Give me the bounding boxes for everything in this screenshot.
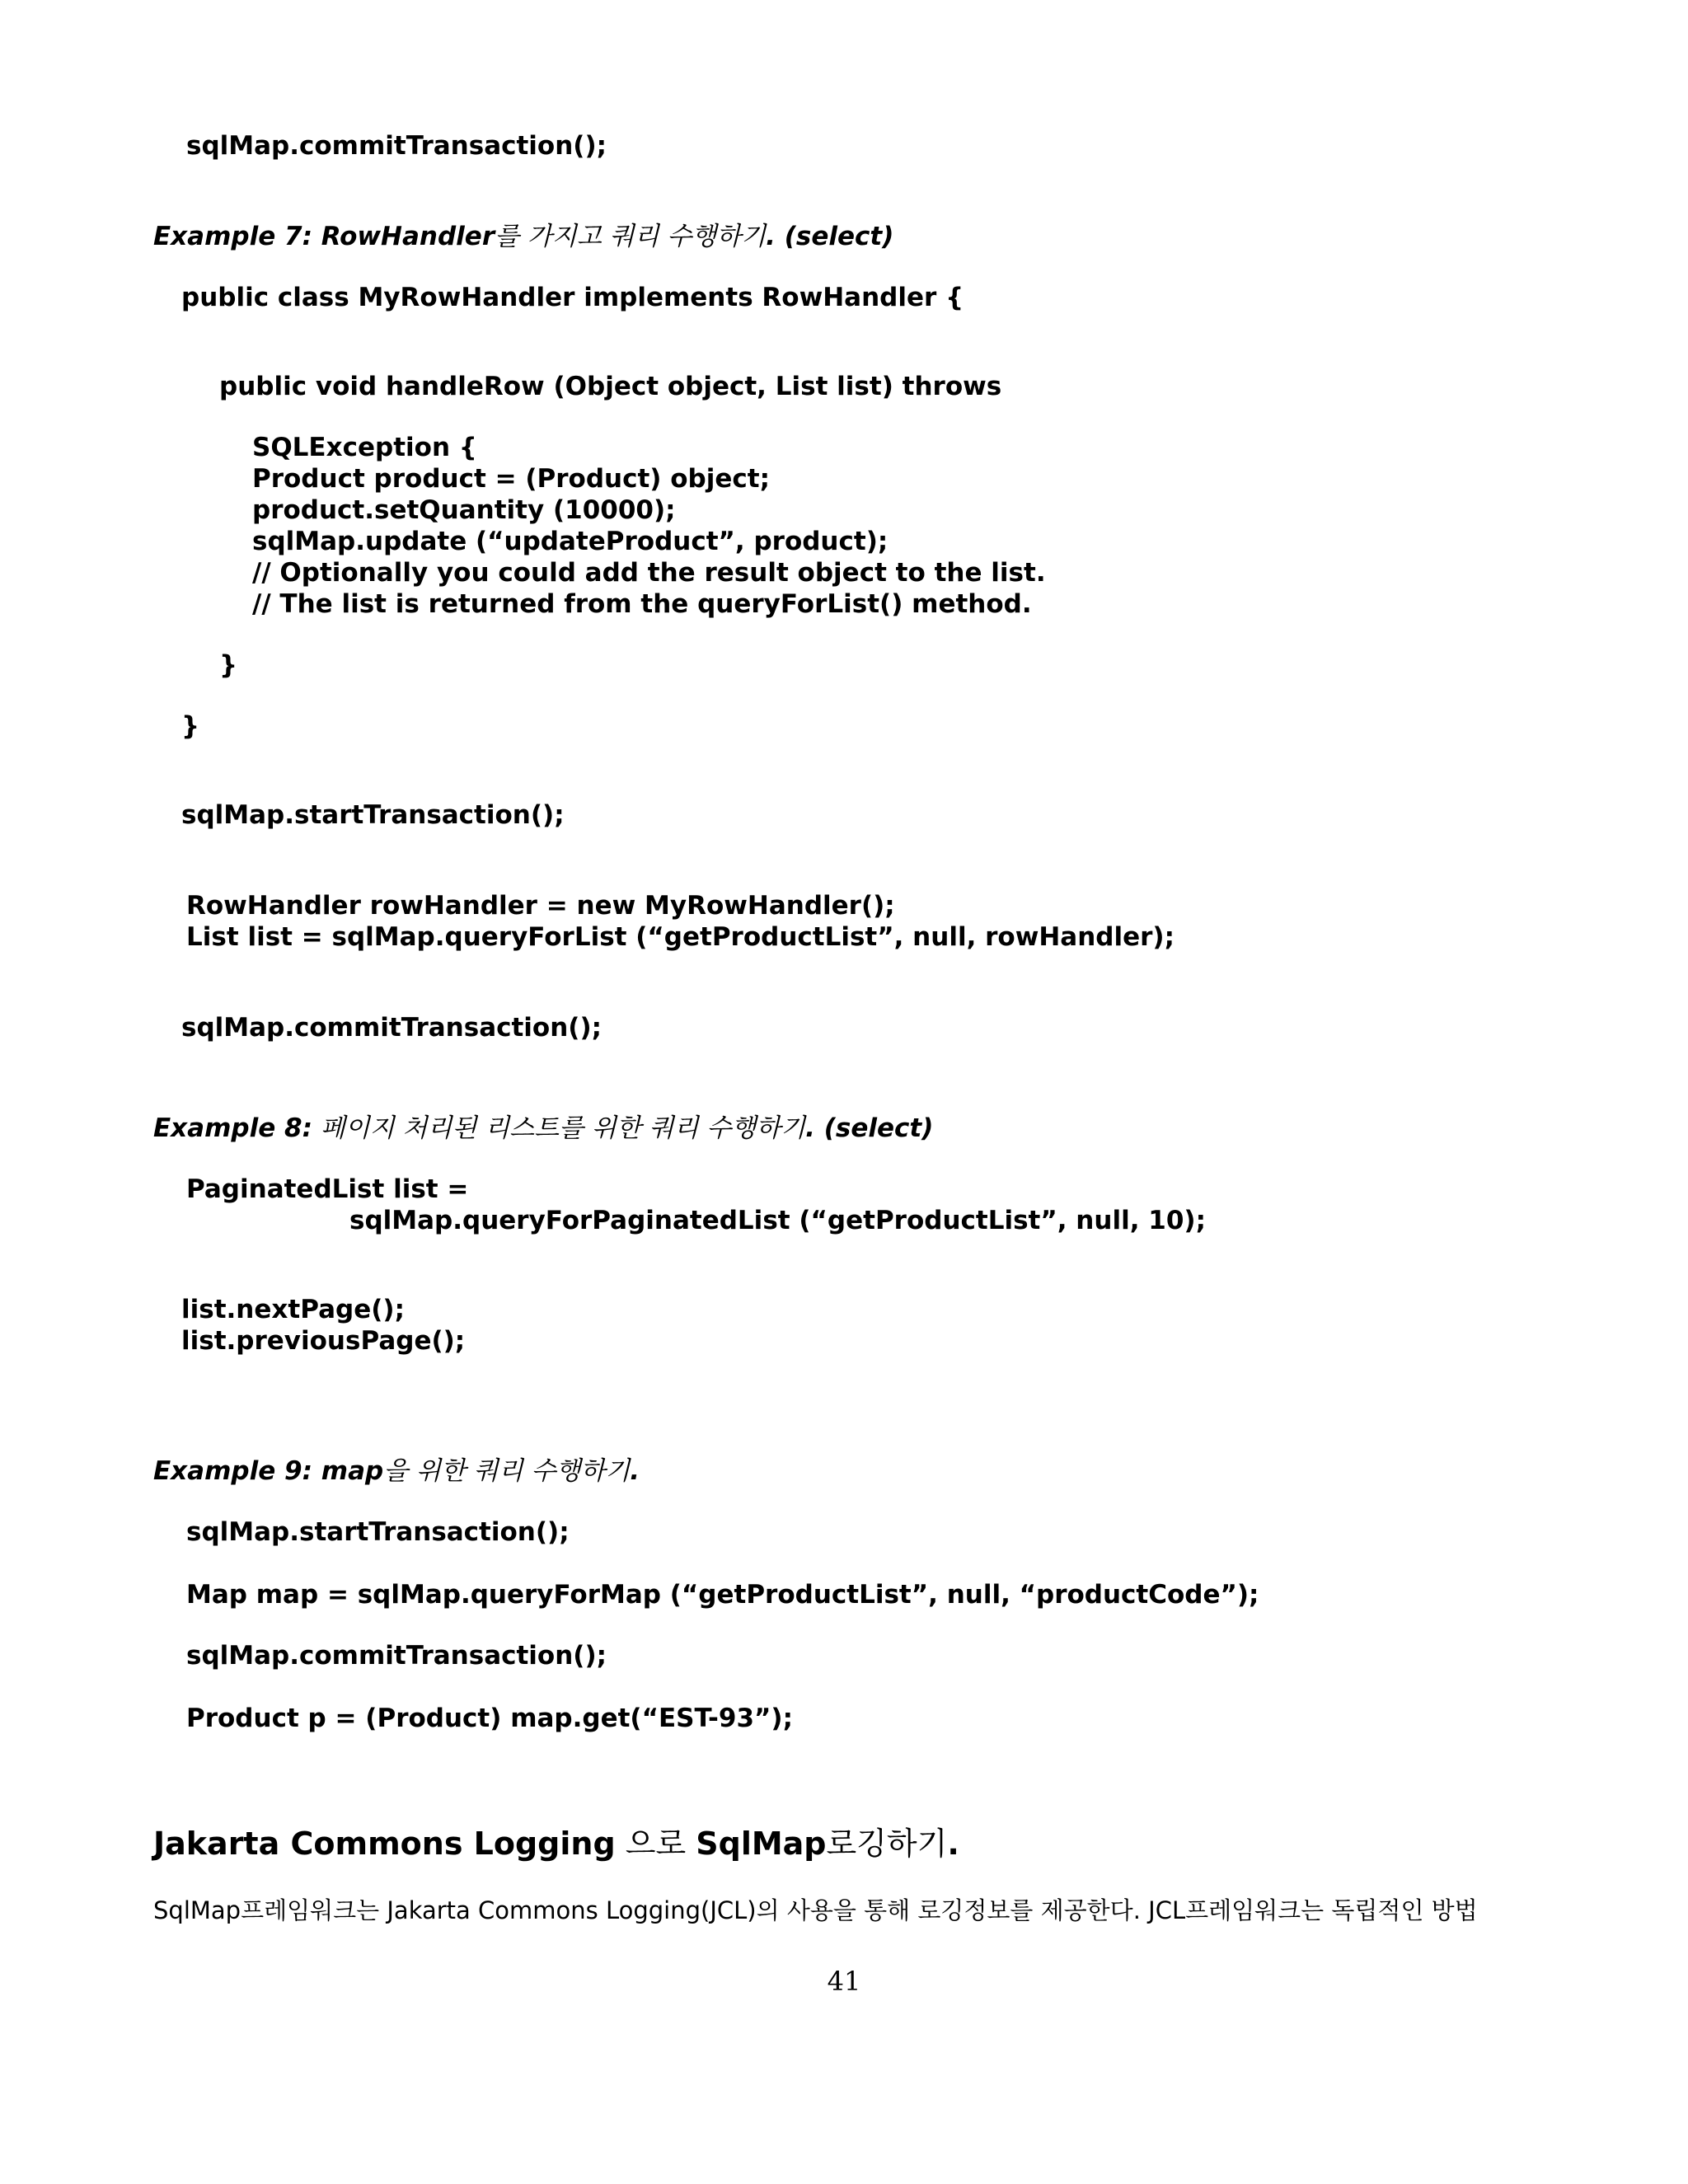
example-8-korean: 페이지 처리된 리스트를 위한 쿼리 수행하기 bbox=[312, 1113, 806, 1143]
code-line: Product product = (Product) object; bbox=[252, 464, 770, 494]
heading-text: 로깅하기 bbox=[826, 1825, 948, 1862]
body-paragraph: SqlMap프레임워크는 Jakarta Commons Logging(JCL)의 사용을 통해 로깅정보를 제공한다. JCL프레임워크는 독립적인 방법 bbox=[153, 1896, 1478, 1924]
code-line: public void handleRow (Object object, List list) throws bbox=[219, 372, 1002, 401]
code-line: Product p = (Product) map.get(“EST-93”); bbox=[186, 1704, 793, 1733]
heading-text: Jakarta Commons Logging bbox=[153, 1825, 616, 1862]
code-line: sqlMap.startTransaction(); bbox=[186, 1517, 570, 1547]
example-9-label: Example 9: map bbox=[153, 1456, 384, 1486]
code-comment-line: // Optionally you could add the result object to the list. bbox=[252, 558, 1046, 588]
code-line: PaginatedList list = bbox=[186, 1174, 469, 1204]
code-line: sqlMap.commitTransaction(); bbox=[186, 1641, 607, 1671]
code-line: list.previousPage(); bbox=[181, 1326, 466, 1356]
example-7-label: Example 7: RowHandler bbox=[153, 222, 495, 251]
code-line: List list = sqlMap.queryForList (“getProductList”, null, rowHandler); bbox=[186, 922, 1175, 952]
example-7-korean: 를 가지고 쿼리 수행하기 bbox=[495, 222, 767, 251]
code-line: sqlMap.update (“updateProduct”, product); bbox=[252, 527, 889, 556]
section-heading bbox=[153, 1825, 959, 1863]
code-line-commit-transaction: sqlMap.commitTransaction(); bbox=[186, 131, 607, 161]
example-9-korean: 을 위한 쿼리 수행하기 bbox=[383, 1456, 631, 1486]
page-number: 41 bbox=[827, 1966, 861, 1997]
heading-text: . bbox=[947, 1825, 959, 1862]
code-line: public class MyRowHandler implements RowHandler { bbox=[181, 283, 964, 312]
heading-text: 으로 bbox=[615, 1825, 696, 1862]
code-line: RowHandler rowHandler = new MyRowHandler(); bbox=[186, 891, 895, 921]
example-8-heading bbox=[153, 1113, 933, 1144]
heading-text: SqlMap bbox=[696, 1825, 827, 1862]
example-9-heading bbox=[153, 1455, 640, 1487]
example-9-tail: . bbox=[630, 1456, 640, 1486]
example-8-tail: . (select) bbox=[805, 1113, 934, 1143]
code-line: sqlMap.startTransaction(); bbox=[181, 800, 565, 830]
code-line: Map map = sqlMap.queryForMap (“getProductList”, null, “productCode”); bbox=[186, 1580, 1259, 1610]
code-line: list.nextPage(); bbox=[181, 1295, 405, 1324]
code-line: sqlMap.queryForPaginatedList (“getProductList”, null, 10); bbox=[349, 1206, 1206, 1235]
code-line: sqlMap.commitTransaction(); bbox=[181, 1013, 603, 1043]
code-line: } bbox=[219, 650, 238, 680]
code-comment-line: // The list is returned from the queryForList() method. bbox=[252, 589, 1032, 619]
code-line: product.setQuantity (10000); bbox=[252, 495, 676, 525]
example-8-label: Example 8: bbox=[153, 1113, 312, 1143]
code-line: } bbox=[181, 711, 200, 741]
code-line: SQLException { bbox=[252, 433, 477, 462]
example-7-heading bbox=[153, 221, 893, 252]
example-7-tail: . (select) bbox=[766, 222, 894, 251]
